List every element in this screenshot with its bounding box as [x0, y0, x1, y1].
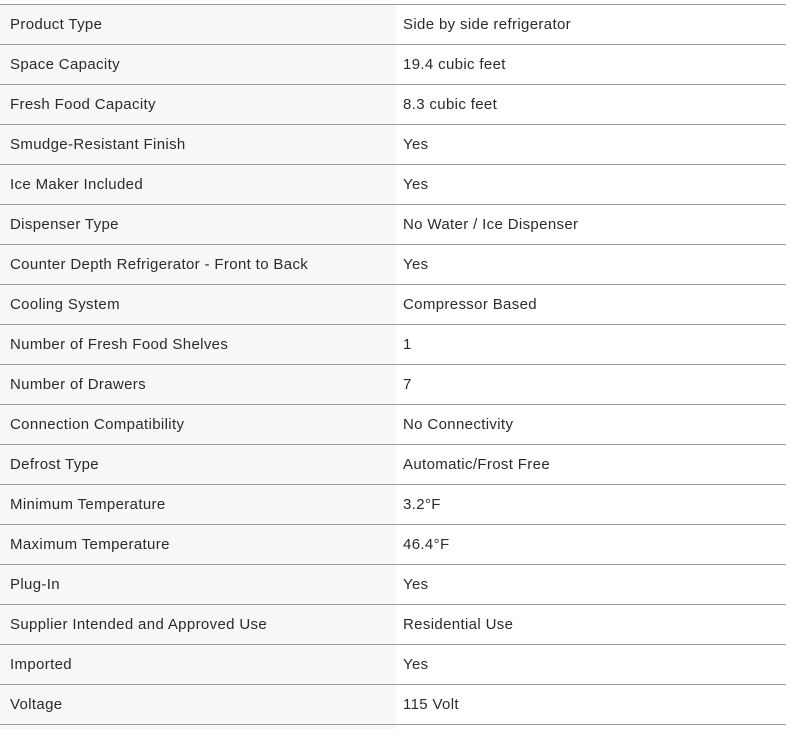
table-row — [0, 405, 786, 445]
spec-label: Defrost Type — [0, 445, 396, 484]
table-row — [0, 85, 786, 125]
spec-label: Supplier Intended and Approved Use — [0, 605, 396, 644]
spec-label: Smudge-Resistant Finish — [0, 125, 396, 164]
spec-value: Yes — [396, 245, 786, 284]
table-row — [0, 245, 786, 285]
table-row — [0, 525, 786, 565]
spec-value: Side by side refrigerator — [396, 5, 786, 44]
spec-label: Imported — [0, 645, 396, 684]
spec-label: Ice Maker Included — [0, 165, 396, 204]
spec-value: 19.4 cubic feet — [396, 45, 786, 84]
spec-label: Number of Fresh Food Shelves — [0, 325, 396, 364]
spec-value: 1 — [396, 325, 786, 364]
spec-label: Fresh Food Capacity — [0, 85, 396, 124]
spec-label: Maximum Temperature — [0, 525, 396, 564]
spec-label: Plug-In — [0, 565, 396, 604]
spec-label: Voltage — [0, 685, 396, 724]
table-row — [0, 205, 786, 245]
table-row — [0, 645, 786, 685]
table-row — [0, 445, 786, 485]
spec-label: Cooling System — [0, 285, 396, 324]
spec-label: Counter Depth Refrigerator - Front to Back — [0, 245, 396, 284]
table-row — [0, 5, 786, 45]
spec-label: Dispenser Type — [0, 205, 396, 244]
table-row — [0, 45, 786, 85]
spec-value: Automatic/Frost Free — [396, 445, 786, 484]
spec-value: 8.3 cubic feet — [396, 85, 786, 124]
spec-label: Connection Compatibility — [0, 405, 396, 444]
table-row — [0, 325, 786, 365]
table-row — [0, 565, 786, 605]
spec-value: Residential Use — [396, 605, 786, 644]
product-specs-table — [0, 4, 786, 729]
table-row — [0, 165, 786, 205]
spec-value: Yes — [396, 125, 786, 164]
spec-value: No Water / Ice Dispenser — [396, 205, 786, 244]
spec-value: 46.4°F — [396, 525, 786, 564]
partial-next-row — [0, 725, 786, 729]
spec-value: 115 Volt — [396, 685, 786, 724]
spec-label: Number of Drawers — [0, 365, 396, 404]
spec-value: Compressor Based — [396, 285, 786, 324]
spec-value: Yes — [396, 165, 786, 204]
table-row — [0, 125, 786, 165]
spec-value: 7 — [396, 365, 786, 404]
table-row — [0, 485, 786, 525]
spec-label: Product Type — [0, 5, 396, 44]
table-row — [0, 285, 786, 325]
partial-next-row-label-cell — [0, 725, 396, 729]
partial-next-row-value-cell — [396, 725, 786, 729]
spec-value: No Connectivity — [396, 405, 786, 444]
table-row — [0, 685, 786, 725]
table-row — [0, 605, 786, 645]
spec-value: Yes — [396, 645, 786, 684]
spec-label: Minimum Temperature — [0, 485, 396, 524]
spec-value: 3.2°F — [396, 485, 786, 524]
spec-rows-container — [0, 5, 786, 725]
spec-value: Yes — [396, 565, 786, 604]
spec-label: Space Capacity — [0, 45, 396, 84]
table-row — [0, 365, 786, 405]
